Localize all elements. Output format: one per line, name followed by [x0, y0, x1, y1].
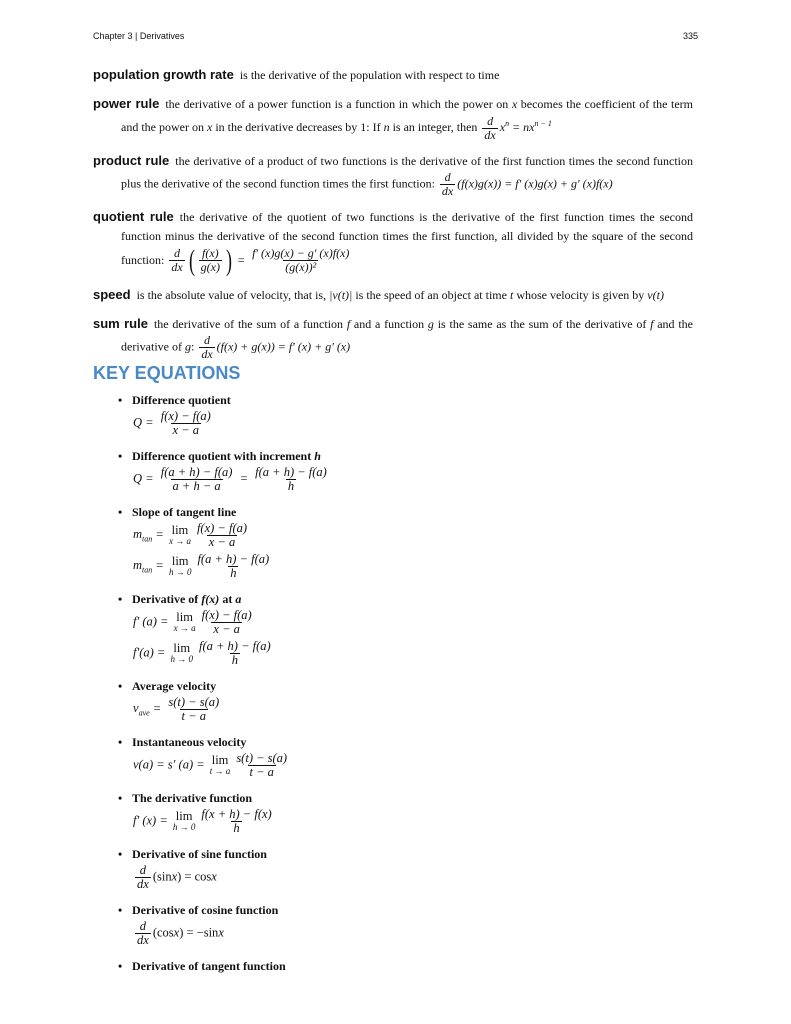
text-segment: is the same as the sum of the derivative of: [433, 316, 651, 331]
key-equation-item: [118, 791, 678, 835]
fraction: [159, 466, 235, 493]
glossary-term: sum rule: [93, 315, 148, 331]
fraction-numerator: d: [139, 919, 147, 933]
text-segment: Instantaneous velocity: [132, 735, 247, 749]
fraction-denominator: x − a: [208, 535, 236, 549]
base: v: [133, 701, 139, 716]
fraction-numerator: f(a + h) − f(a): [198, 639, 271, 653]
math-expression: x: [206, 120, 213, 134]
text-segment: is the speed of an object at time: [352, 287, 510, 302]
key-equation-label: [118, 959, 678, 974]
label-text: [132, 592, 241, 607]
key-equation-label: [118, 505, 678, 520]
key-equation-item: [118, 592, 678, 667]
subscripted-variable: [133, 527, 153, 544]
bullet-icon: •: [118, 449, 123, 463]
bullet-icon: •: [118, 592, 123, 606]
bullet-icon: •: [118, 505, 123, 519]
chapter-title: Chapter 3 | Derivatives: [93, 31, 185, 41]
fraction: [199, 808, 273, 835]
text-segment: becomes the coefficient of the term and the power on: [121, 97, 693, 134]
label-text: [132, 847, 267, 862]
text-segment: is the derivative of the population with respect to time: [239, 68, 500, 82]
subscript: ave: [138, 708, 150, 718]
fraction-denominator: dx: [137, 877, 149, 891]
text-segment: Slope of tangent line: [132, 505, 237, 519]
text-segment: in the derivative decreases by 1: If: [212, 120, 384, 134]
text-segment: Difference quotient with increment: [132, 449, 315, 463]
equation: [133, 640, 678, 667]
base: m: [133, 527, 143, 542]
subscript: tan: [142, 534, 153, 544]
fraction-numerator: f(x) − f(a): [201, 608, 252, 622]
equation: [133, 410, 678, 437]
fraction-denominator: h: [287, 479, 295, 493]
text-segment: is an integer, then: [389, 120, 481, 134]
text-segment: ) = −sin: [179, 925, 219, 940]
label-text: [132, 679, 216, 694]
fraction-denominator: dx: [201, 346, 213, 361]
fraction-numerator: f(a + h) − f(a): [160, 465, 233, 479]
fraction: [482, 115, 497, 142]
fraction-numerator: d: [173, 246, 180, 261]
fraction-denominator: dx: [484, 127, 496, 142]
fraction-denominator: x − a: [213, 622, 240, 636]
fraction: [135, 864, 151, 891]
math-expression: a: [235, 592, 242, 606]
math-expression: f(x): [201, 592, 220, 606]
fraction: [195, 553, 271, 580]
equation: [133, 808, 678, 835]
text-segment: at: [219, 592, 236, 606]
fraction-numerator: f(x + h) − f(x): [201, 807, 272, 821]
label-text: [132, 791, 252, 806]
key-equation-item: [118, 735, 678, 779]
equation: [133, 696, 678, 723]
text-segment: and the derivative of: [121, 316, 693, 353]
math-expression: v(t): [647, 287, 664, 302]
fraction-numerator: s(t) − s(a): [168, 695, 220, 709]
limit-subscript: x → a: [168, 535, 191, 546]
lim-operator: lim: [211, 752, 229, 767]
key-equation-label: [118, 449, 678, 464]
key-equation-label: [118, 847, 678, 862]
text-segment: ) = cos: [177, 869, 212, 884]
lim-operator: lim: [171, 553, 189, 568]
fraction: [159, 410, 213, 437]
glossary-entry: [93, 286, 693, 305]
base: x: [529, 120, 535, 134]
fraction-numerator: f(a + h) − f(a): [197, 552, 270, 566]
fraction: [250, 247, 351, 274]
limit-subscript: t → a: [209, 765, 231, 776]
text-segment: Derivative of tangent function: [132, 959, 286, 973]
fraction: [135, 920, 151, 947]
text-segment: the derivative of a product of two functions is the derivative of the first function times the second function plus the derivative of the second function times the first function:: [121, 153, 694, 190]
limit: [168, 553, 192, 578]
math-expression: Q =: [133, 415, 157, 430]
math-expression: n: [383, 120, 390, 134]
math-expression: x: [211, 869, 217, 884]
text-segment: Difference quotient: [132, 393, 231, 407]
glossary-term: power rule: [93, 96, 160, 111]
label-text: [132, 735, 246, 750]
base: x: [499, 120, 506, 134]
math-expression: =: [152, 527, 167, 542]
glossary-entry: [93, 152, 693, 198]
fraction: [200, 609, 254, 636]
text-segment: is the absolute value of velocity, that is,: [136, 287, 330, 302]
math-expression: f′ (x) =: [133, 813, 171, 828]
glossary-entry: [93, 315, 693, 361]
fraction-denominator: h: [230, 566, 237, 580]
key-equation-item: [118, 903, 678, 947]
lim-operator: lim: [171, 522, 189, 537]
fraction-denominator: (g(x))²: [285, 260, 317, 275]
math-expression: g: [427, 316, 434, 331]
key-equation-item: [118, 847, 678, 891]
parenthesized-fraction: [187, 243, 234, 277]
limit-subscript: h → 0: [170, 653, 193, 664]
equation: [133, 609, 678, 636]
key-equations-list: [118, 393, 678, 986]
limit-subscript: h → 0: [172, 821, 196, 832]
math-expression: f: [346, 316, 351, 331]
limit: [173, 609, 196, 634]
text-segment: the derivative of the sum of a function: [153, 316, 347, 331]
fraction: [440, 171, 455, 198]
math-expression: x: [173, 925, 180, 940]
subscripted-variable: [133, 701, 150, 718]
text-segment: The derivative function: [132, 791, 252, 805]
glossary-entry: [93, 208, 693, 276]
fraction-numerator: d: [487, 113, 494, 128]
subscripted-variable: [133, 558, 153, 575]
fraction-numerator: d: [444, 169, 451, 184]
equation: [133, 553, 678, 580]
math-expression: g: [184, 339, 191, 353]
lim-operator: lim: [175, 808, 193, 823]
math-expression: x: [511, 97, 518, 111]
label-text: [132, 393, 231, 408]
glossary-term: product rule: [93, 152, 170, 168]
bullet-icon: •: [118, 847, 123, 861]
bullet-icon: •: [118, 679, 123, 693]
fraction-numerator: f(x): [201, 246, 219, 261]
base: m: [133, 558, 143, 573]
power-expression: [500, 120, 509, 134]
equation: [133, 864, 678, 891]
label-text: [132, 903, 278, 918]
math-expression: h: [314, 449, 321, 463]
fraction-denominator: dx: [137, 933, 149, 947]
key-equations-heading: KEY EQUATIONS: [93, 363, 241, 383]
text-segment: Derivative of: [132, 592, 202, 606]
math-expression: (f(x)g(x)) = f′ (x)g(x) + g′ (x)f(x): [457, 176, 613, 190]
key-equation-item: [118, 505, 678, 580]
math-expression: f′(a) =: [133, 645, 169, 660]
fraction: [169, 247, 184, 274]
fraction: [197, 640, 273, 667]
text-segment: and a function: [350, 316, 428, 331]
math-expression: =: [152, 558, 167, 573]
bullet-icon: •: [118, 735, 123, 749]
bullet-icon: •: [118, 791, 123, 805]
fraction-numerator: d: [203, 332, 210, 347]
key-equation-label: [118, 903, 678, 918]
fraction-numerator: f(a + h) − f(a): [255, 465, 327, 479]
glossary-entry: [93, 66, 693, 85]
key-equation-label: [118, 679, 678, 694]
key-equation-label: [118, 735, 678, 750]
equation: [133, 466, 678, 493]
label-text: [132, 505, 236, 520]
equation: [133, 522, 678, 549]
limit: [172, 808, 196, 833]
fraction: [166, 696, 221, 723]
math-expression: =: [236, 471, 252, 486]
key-equation-label: [118, 592, 678, 607]
text-segment: :: [190, 339, 198, 353]
page-header: [93, 31, 698, 41]
fraction-denominator: t − a: [181, 709, 206, 723]
exponent: n − 1: [534, 119, 552, 128]
fraction: [199, 334, 214, 361]
fraction: [199, 247, 222, 274]
glossary-entry: [93, 95, 693, 142]
fraction-denominator: dx: [171, 260, 183, 275]
math-expression: f: [650, 316, 654, 331]
glossary-term: population growth rate: [93, 67, 234, 82]
fraction-denominator: a + h − a: [172, 479, 221, 493]
limit-subscript: h → 0: [168, 566, 192, 577]
limit: [209, 752, 231, 777]
key-equation-label: [118, 393, 678, 408]
equation: [133, 752, 678, 779]
math-expression: = n: [509, 120, 530, 134]
glossary-term: speed: [93, 286, 131, 302]
fraction-denominator: t − a: [249, 765, 274, 779]
text-segment: the derivative of the quotient of two functions is the derivative of the first function times the second function minus the derivative of the second function times the first function, all divided by the square of the second function:: [121, 209, 694, 267]
lim-operator: lim: [173, 640, 191, 655]
text-segment: Average velocity: [132, 679, 217, 693]
exponent: n: [505, 119, 510, 128]
text-segment: whose velocity is given by: [513, 287, 648, 302]
fraction-denominator: dx: [441, 183, 454, 198]
fraction-numerator: d: [139, 863, 147, 877]
key-equation-item: [118, 959, 678, 974]
fraction: [195, 522, 249, 549]
math-expression: x: [218, 925, 224, 940]
fraction: [234, 752, 289, 779]
fraction-numerator: f(x) − f(a): [196, 521, 248, 535]
math-expression: t: [509, 287, 514, 302]
glossary: [93, 66, 693, 371]
limit: [170, 640, 193, 665]
fraction-denominator: h: [233, 821, 240, 835]
bullet-icon: •: [118, 959, 123, 973]
math-expression: x: [171, 869, 178, 884]
glossary-term: quotient rule: [93, 208, 174, 224]
bullet-icon: •: [118, 393, 123, 407]
math-expression: |v(t)|: [329, 287, 353, 302]
math-expression: (f(x) + g(x)) = f′ (x) + g′ (x): [216, 339, 351, 353]
math-expression: =: [233, 252, 249, 267]
right-paren: ): [225, 243, 232, 277]
label-text: [132, 449, 321, 464]
left-paren: (: [188, 243, 195, 277]
key-equation-item: [118, 449, 678, 493]
page-number: 335: [682, 31, 698, 41]
text-segment: (cos: [152, 925, 174, 940]
key-equation-label: [118, 791, 678, 806]
text-segment: Derivative of sine function: [132, 847, 267, 861]
text-segment: the derivative of a power function is a function in which the power on: [165, 97, 512, 111]
math-expression: =: [149, 701, 165, 716]
key-equation-item: [118, 393, 678, 437]
fraction: [253, 466, 329, 493]
power-expression: [529, 120, 552, 134]
limit-subscript: x → a: [173, 622, 196, 633]
lim-operator: lim: [176, 609, 193, 624]
fraction-denominator: g(x): [200, 260, 220, 275]
fraction-denominator: x − a: [172, 423, 199, 437]
fraction-denominator: h: [231, 653, 238, 667]
math-expression: v(a) = s′ (a) =: [133, 757, 208, 772]
bullet-icon: •: [118, 903, 123, 917]
equation: [133, 920, 678, 947]
limit: [168, 522, 191, 547]
label-text: [132, 959, 286, 974]
fraction-numerator: s(t) − s(a): [236, 751, 288, 765]
key-equation-item: [118, 679, 678, 723]
fraction-numerator: f′ (x)g(x) − g′ (x)f(x): [252, 246, 350, 261]
text-segment: (sin: [152, 869, 172, 884]
text-segment: Derivative of cosine function: [132, 903, 279, 917]
math-expression: Q =: [133, 471, 157, 486]
fraction-numerator: f(x) − f(a): [160, 409, 211, 423]
math-expression: f′ (a) =: [133, 614, 172, 629]
subscript: tan: [142, 565, 153, 575]
